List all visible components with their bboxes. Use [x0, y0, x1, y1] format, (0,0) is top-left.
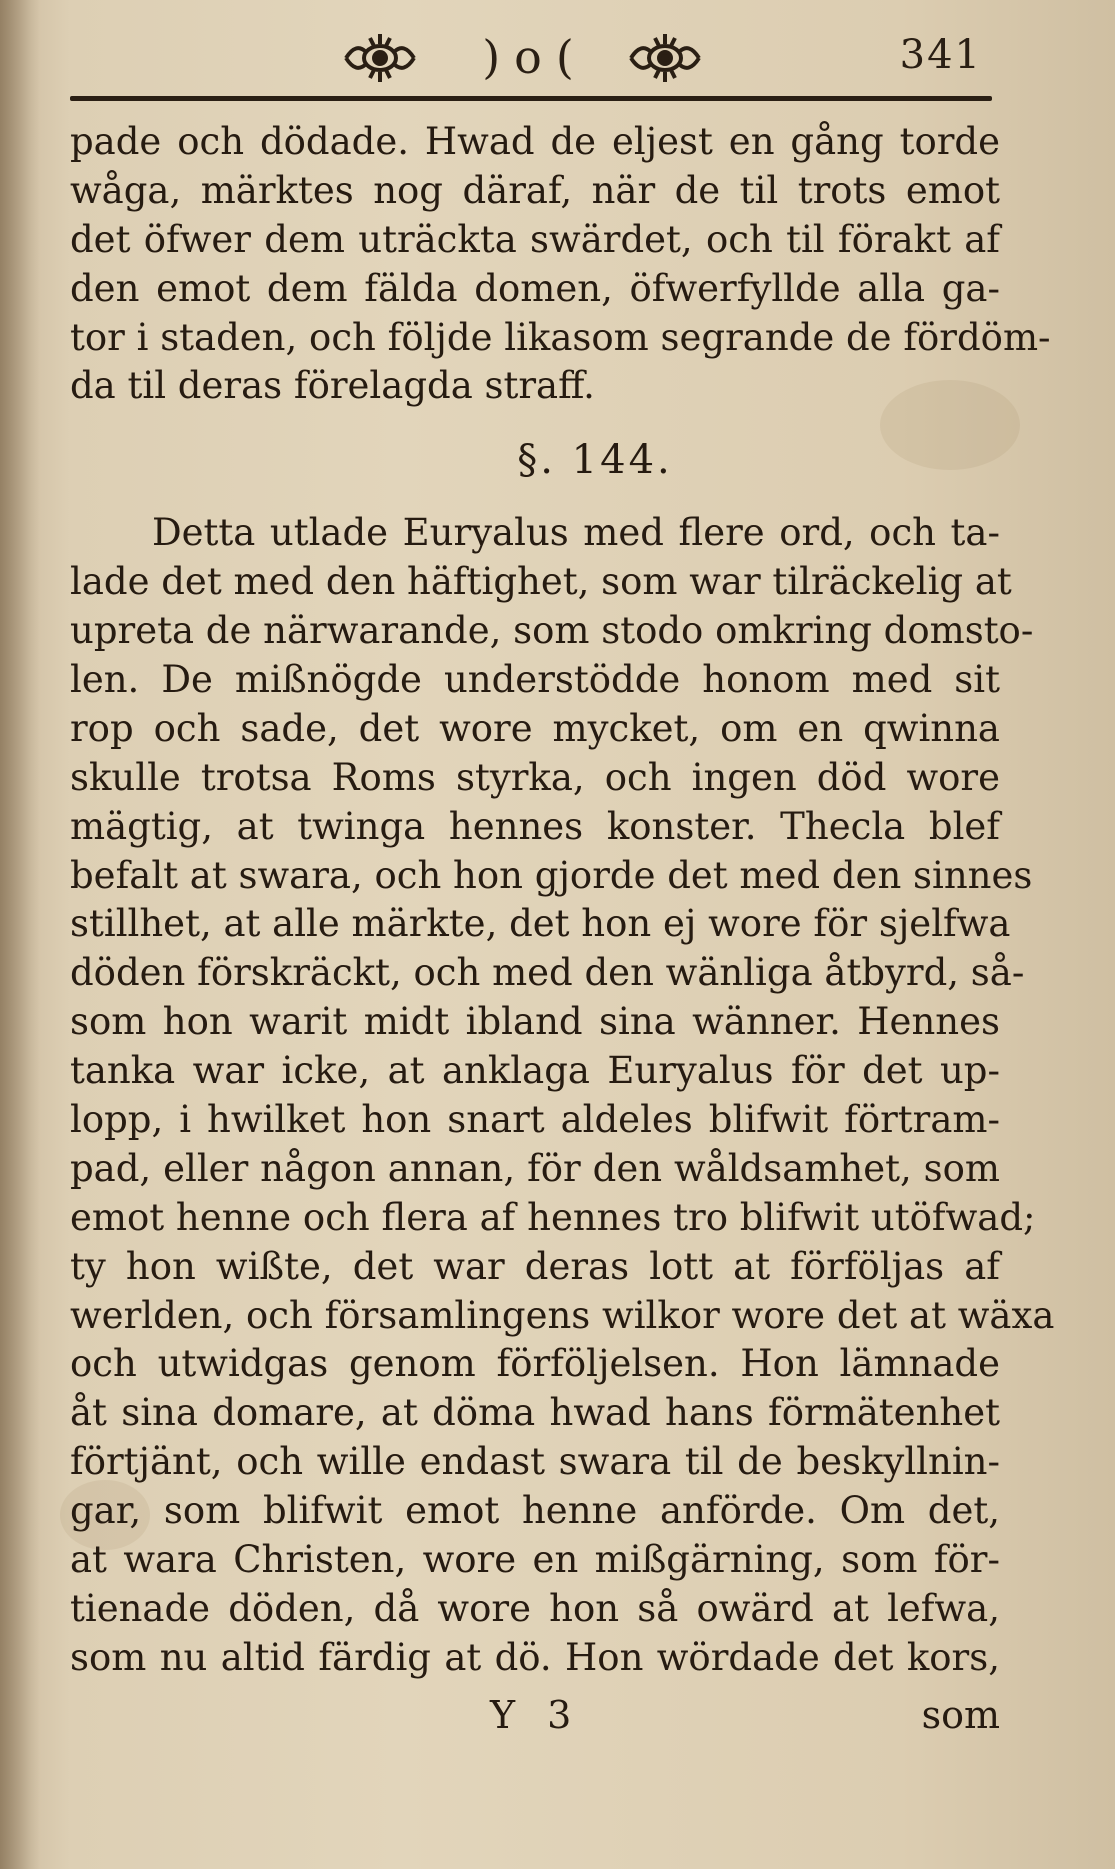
text-line: åt sina domare, at döma hwad hans förmätenhet — [70, 1391, 1000, 1435]
text-line: tor i staden, och följde likasom segrande de fördöm- — [70, 315, 1051, 359]
text-line: len. De mißnögde understödde honom med sit — [70, 658, 1000, 702]
text-line: ty hon wißte, det war deras lott at förföljas af — [70, 1244, 1000, 1288]
signature-mark: Y 3 — [490, 1693, 582, 1737]
gutter-shadow — [0, 0, 40, 1869]
text-line: befalt at swara, och hon gjorde det med den sinnes — [70, 853, 1033, 897]
text-line: döden förskräckt, och med den wänliga åtbyrd, så- — [70, 951, 1025, 995]
page-footer — [70, 1693, 1000, 1753]
text-line: emot henne och flera af hennes tro blifwit utöfwad; — [70, 1195, 1036, 1239]
floral-ornament-icon — [625, 28, 705, 88]
text-line: da til deras förelagda straff. — [70, 364, 595, 408]
text-line: som hon warit midt ibland sina wänner. Hennes — [70, 1000, 1000, 1044]
paragraph — [70, 509, 1055, 1682]
section-heading: §. 144. — [517, 437, 673, 484]
body-text — [70, 118, 1055, 1683]
header-mark: )o( — [482, 30, 588, 84]
text-line: den emot dem fälda domen, öfwerfyllde alla ga- — [70, 266, 1000, 310]
text-line: werlden, och församlingens wilkor wore det at wäxa — [70, 1293, 1055, 1337]
page-number: 341 — [899, 32, 982, 78]
text-line: skulle trotsa Roms styrka, och ingen död wore — [70, 755, 1000, 799]
text-line: stillhet, at alle märkte, det hon ej wore för sjelfwa — [70, 902, 1011, 946]
text-line: at wara Christen, wore en mißgärning, som för- — [70, 1538, 1000, 1582]
text-line: mägtig, at twinga hennes konster. Thecla blef — [70, 804, 1000, 848]
text-line: pade och dödade. Hwad de eljest en gång torde — [70, 120, 1000, 163]
text-line: Detta utlade Euryalus med flere ord, och ta- — [152, 511, 1000, 555]
page-header — [70, 28, 1000, 98]
text-line: och utwidgas genom förföljelsen. Hon lämnade — [70, 1342, 1000, 1386]
text-line: pad, eller någon annan, för den wåldsamhet, som — [70, 1146, 1000, 1190]
text-line: förtjänt, och wille endast swara til de beskyllnin- — [70, 1440, 1000, 1484]
text-line: tanka war icke, at anklaga Euryalus för det up- — [70, 1049, 1000, 1093]
header-rule — [70, 96, 992, 101]
paragraph — [70, 118, 1051, 411]
text-line: rop och sade, det wore mycket, om en qwinna — [70, 706, 1000, 750]
text-line: som nu altid färdig at dö. Hon wördade det kors, — [70, 1635, 1000, 1679]
floral-ornament-icon — [340, 28, 420, 88]
text-line: gar, som blifwit emot henne anförde. Om det, — [70, 1489, 1000, 1533]
text-line: lade det med den häftighet, som war tilräckelig at — [70, 560, 1012, 604]
text-line: det öfwer dem uträckta swärdet, och til förakt af — [70, 217, 1000, 261]
text-line: tienade döden, då wore hon så owärd at lefwa, — [70, 1586, 1000, 1630]
text-line: upreta de närwarande, som stodo omkring domsto- — [70, 609, 1034, 653]
text-line: wåga, märktes nog däraf, när de til trots emot — [70, 168, 1000, 212]
catchword: som — [921, 1693, 1000, 1737]
text-line: lopp, i hwilket hon snart aldeles blifwit förtram- — [70, 1098, 1000, 1142]
